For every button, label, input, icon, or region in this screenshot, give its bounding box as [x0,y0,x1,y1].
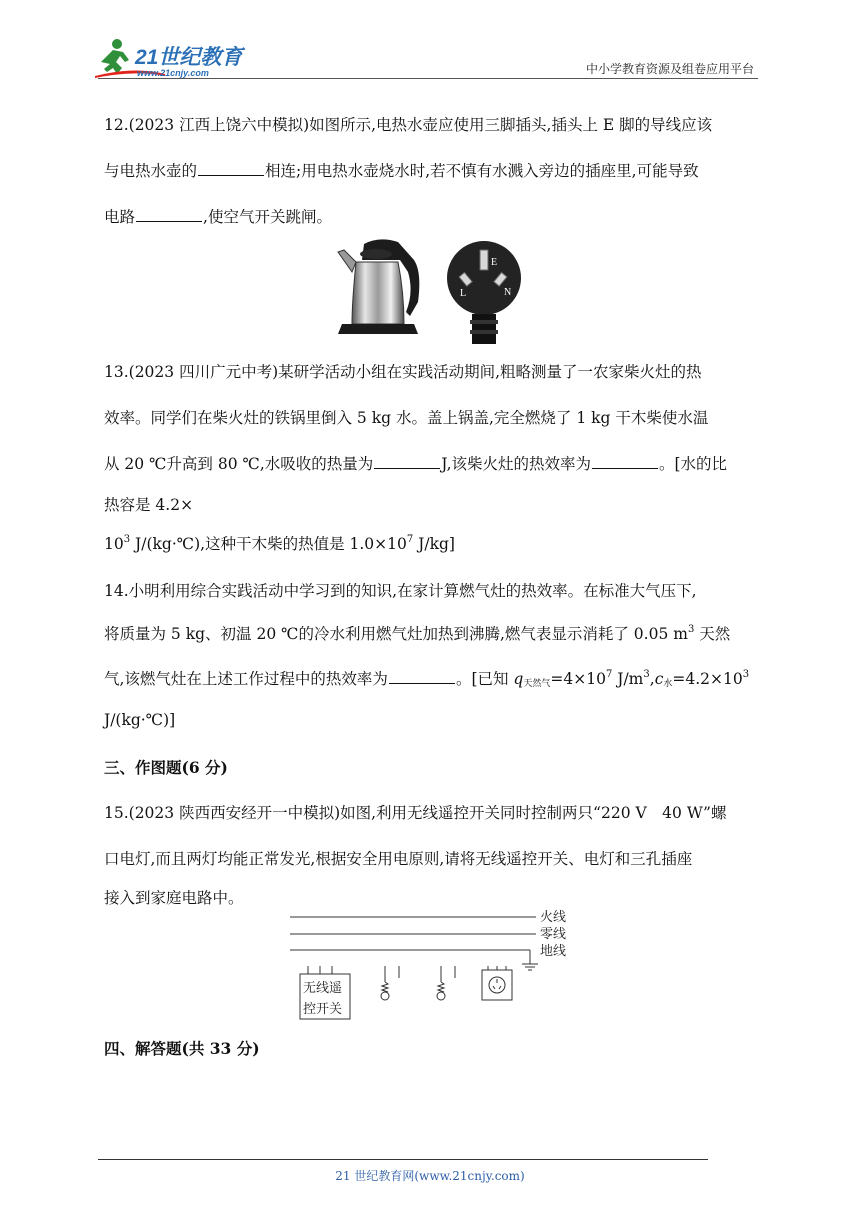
q13-line1: 13.(2023 四川广元中考)某研学活动小组在实践活动期间,粗略测量了一农家柴火灶的热 [104,363,702,381]
page-header [0,0,860,80]
lamp-1 [381,966,399,1000]
answer-blank[interactable] [374,454,440,469]
header-divider [98,78,758,79]
header-platform-text: 中小学教育资源及组卷应用平台 [585,62,754,76]
q12-line2: 与电热水壶的 相连;用电热水壶烧水时,若不慎有水溅入旁边的插座里,可能导致 [104,162,699,180]
footer-divider [98,1159,708,1160]
section-4-heading: 四、解答题(共 33 分) [104,1039,260,1058]
svg-text:21世纪教育: 21世纪教育 [135,46,243,69]
q15-line1: 15.(2023 陕西西安经开一中模拟)如图,利用无线遥控开关同时控制两只“220 V 40 W”螺 [104,804,727,822]
q13-line5: $10^3$ J/(kg·℃),这种干木柴的热值是 $1.0\times 10^7$ J/kg] [104,534,455,553]
circuit-diagram [284,904,584,1024]
svg-text:零线: 零线 [540,927,567,942]
svg-text:L: L [460,288,467,299]
answer-blank[interactable] [136,207,202,222]
svg-text:N: N [504,287,512,298]
q12-line3: 电路 ,使空气开关跳闸。 [104,208,332,226]
q14-line3: 气,该燃气灶在上述工作过程中的热效率为 。[已知 $q_{天然气}=4\times 10^7$ $J/m^3,c_水=4.2\times 10^3$ [104,669,750,689]
footer-link[interactable]: 21 世纪教育网(www.21cnjy.com) [335,1169,525,1183]
answer-blank[interactable] [592,454,658,469]
section-3-heading: 三、作图题(6 分) [104,758,228,777]
site-logo [95,36,265,80]
svg-text:控开关: 控开关 [303,1002,343,1017]
q14-line1: 14.小明利用综合实践活动中学习到的知识,在家计算燃气灶的热效率。在标准大气压下, [104,582,697,600]
svg-text:无线遥: 无线遥 [303,981,343,996]
svg-text:www.21cnjy.com: www.21cnjy.com [137,68,209,78]
kettle-plug-figure [334,232,524,344]
svg-text:E: E [491,257,498,268]
kettle-image [338,239,419,334]
q15-line3: 接入到家庭电路中。 [104,889,244,907]
q13-line3: 从 20 ℃升高到 80 ℃,水吸收的热量为 J,该柴火灶的热效率为 。[水的比 [104,455,728,473]
svg-text:地线: 地线 [540,944,567,959]
q13-line2: 效率。同学们在柴火灶的铁锅里倒入 5 kg 水。盖上锅盖,完全燃烧了 1 kg 干木柴使水温 [104,409,709,427]
answer-blank[interactable] [389,669,455,684]
three-prong-plug-image [447,241,521,344]
q13-line4: 热容是 4.2× [104,496,194,514]
q12-line1: 12.(2023 江西上饶六中模拟)如图所示,电热水壶应使用三脚插头,插头上 E 脚的导线应该 [104,116,713,134]
q14-line2: 将质量为 5 kg、初温 20 ℃的冷水利用燃气灶加热到沸腾,燃气表显示消耗了 0.05 $m^3$ 天然 [104,624,731,643]
three-hole-socket [482,966,512,1000]
answer-blank[interactable] [198,161,264,176]
q14-line4: J/(kg·℃)] [104,711,176,729]
svg-text:火线: 火线 [540,910,567,925]
q15-line2: 口电灯,而且两灯均能正常发光,根据安全用电原则,请将无线遥控开关、电灯和三孔插座 [104,850,693,868]
lamp-2 [437,966,455,1000]
